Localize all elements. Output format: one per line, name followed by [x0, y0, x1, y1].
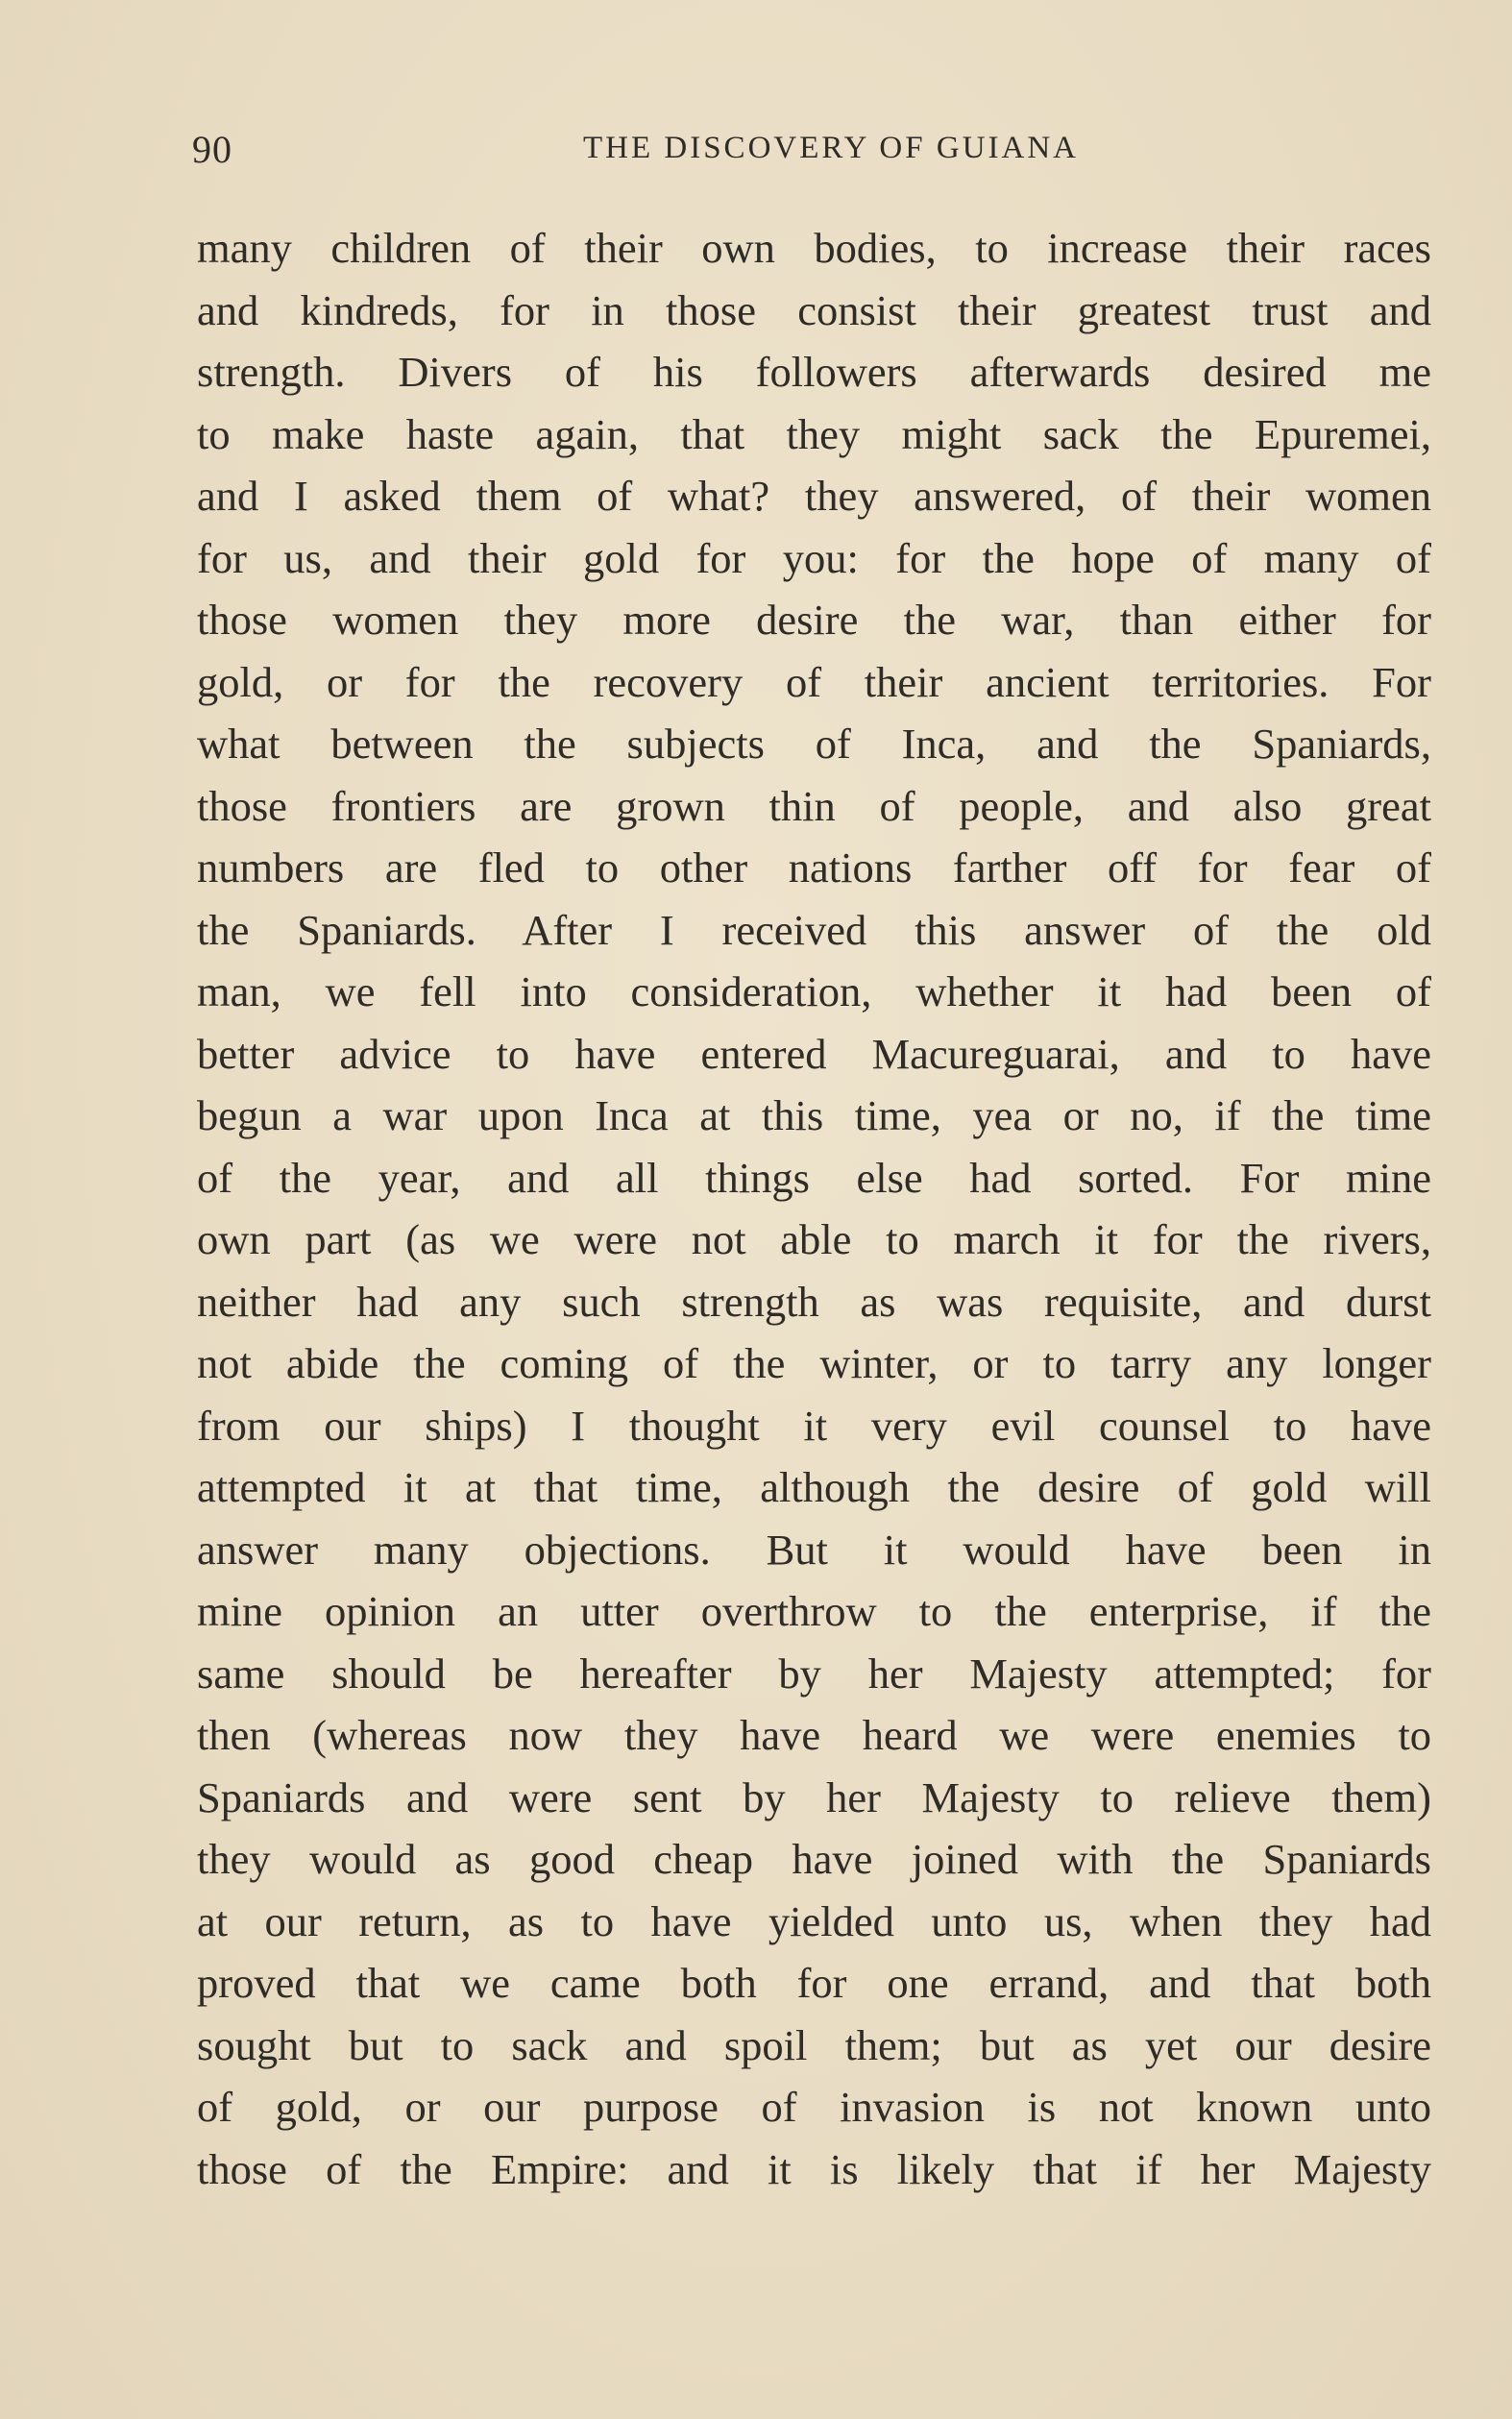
text-line: answer many objections. But it would have been in — [197, 1525, 1431, 1574]
text-line: own part (as we were not able to march it for the rivers, — [197, 1215, 1431, 1263]
text-line: those frontiers are grown thin of people, and also great — [197, 781, 1431, 830]
running-title: THE DISCOVERY OF GUIANA — [582, 131, 1080, 165]
text-line: same should be hereafter by her Majesty attempted; for — [197, 1649, 1431, 1698]
text-line: not abide the coming of the winter, or to tarry any longer — [197, 1339, 1431, 1387]
text-line: Spaniards and were sent by her Majesty to relieve them) — [197, 1772, 1431, 1821]
text-line: to make haste again, that they might sack the Epuremei, — [197, 409, 1431, 458]
text-line: sought but to sack and spoil them; but as yet our desire — [197, 2020, 1431, 2069]
body-text — [197, 217, 1431, 2200]
text-line: begun a war upon Inca at this time, yea or no, if the time — [197, 1091, 1431, 1139]
text-line: they would as good cheap have joined with the Spaniards — [197, 1835, 1431, 1883]
text-line: neither had any such strength as was requisite, and durst — [197, 1277, 1431, 1326]
text-line: strength. Divers of his followers afterwards desired me — [197, 348, 1431, 396]
text-line: mine opinion an utter overthrow to the enterprise, if the — [197, 1587, 1431, 1635]
text-line: those of the Empire: and it is likely that if her Majesty — [197, 2144, 1431, 2193]
page-number: 90 — [192, 128, 232, 171]
text-line: man, we fell into consideration, whether it had been of — [197, 967, 1431, 1015]
text-line: at our return, as to have yielded unto us, when they had — [197, 1896, 1431, 1945]
text-line: then (whereas now they have heard we were enemies to — [197, 1711, 1431, 1759]
text-line: of gold, or our purpose of invasion is not known unto — [197, 2083, 1431, 2131]
text-line: for us, and their gold for you: for the hope of many of — [197, 533, 1431, 582]
text-line: what between the subjects of Inca, and the Spaniards, — [197, 720, 1431, 768]
text-line: and kindreds, for in those consist their greatest trust and — [197, 285, 1431, 334]
text-line: better advice to have entered Macureguarai, and to have — [197, 1029, 1431, 1078]
text-line: many children of their own bodies, to increase their races — [197, 224, 1431, 272]
text-line: those women they more desire the war, than either for — [197, 596, 1431, 644]
text-line: attempted it at that time, although the desire of gold will — [197, 1463, 1431, 1511]
text-line: gold, or for the recovery of their ancient territories. For — [197, 657, 1431, 706]
text-line: numbers are fled to other nations farther off for fear of — [197, 843, 1431, 892]
page-header — [192, 127, 1431, 181]
text-line: proved that we came both for one errand, and that both — [197, 1959, 1431, 2007]
text-line: the Spaniards. After I received this answer of the old — [197, 905, 1431, 954]
text-line: of the year, and all things else had sorted. For mine — [197, 1153, 1431, 1202]
text-line: from our ships) I thought it very evil counsel to have — [197, 1401, 1431, 1450]
text-line: and I asked them of what? they answered, of their women — [197, 472, 1431, 520]
